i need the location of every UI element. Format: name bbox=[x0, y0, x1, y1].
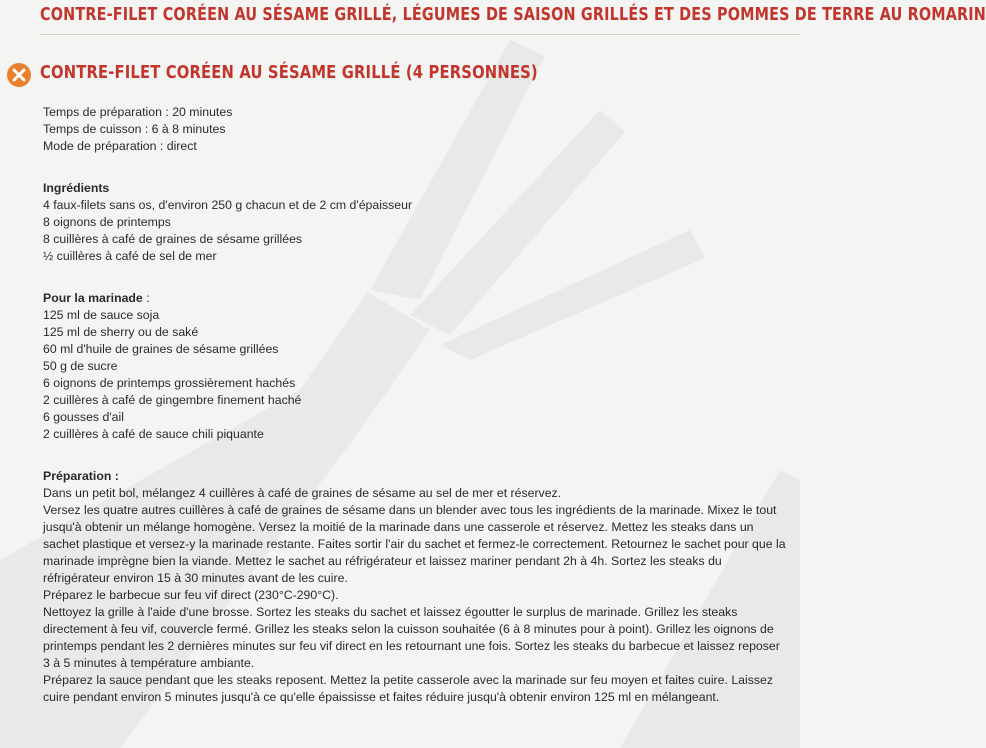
ingredients-list bbox=[43, 197, 788, 265]
preparation-step: Nettoyez la grille à l'aide d'une brosse. Sortez les steaks du sachet et laissez égoutter le surplus de marinade. Grillez les steaks directement à feu vif, couvercle fermé. Grillez les steaks selon la cuisson souhaitée (6 à 8 minutes pour à point). Grillez les oignons de printemps pendant les 2 dernières minutes sur feu vif direct en les retournant une fois. Sortez les steaks du barbecue et laissez reposer 3 à 5 minutes à température ambiante. bbox=[43, 605, 780, 670]
list-item: 125 ml de sherry ou de saké bbox=[43, 325, 199, 339]
preparation-steps bbox=[43, 485, 788, 706]
prep-time: Temps de préparation : 20 minutes bbox=[43, 105, 233, 119]
preparation-step: Dans un petit bol, mélangez 4 cuillères à café de graines de sésame au sel de mer et réservez. bbox=[43, 486, 562, 500]
preparation-step: Préparez la sauce pendant que les steaks reposent. Mettez la petite casserole avec la marinade sur feu moyen et faites cuire. Laissez cuire pendant environ 5 minutes jusqu'à ce qu'elle épaississe et faites réduire jusqu'à obtenir environ 125 ml en mélangeant. bbox=[43, 673, 774, 704]
page-title: CONTRE-FILET CORÉEN AU SÉSAME GRILLÉ, LÉGUMES DE SAISON GRILLÉS ET DES POMMES DE TERRE AU ROMARIN bbox=[40, 4, 986, 25]
preparation-heading: Préparation : bbox=[43, 469, 119, 483]
list-item: 4 faux-filets sans os, d'environ 250 g chacun et de 2 cm d'épaisseur bbox=[43, 198, 413, 212]
recipe-meta bbox=[43, 104, 788, 155]
marinade-heading: Pour la marinade bbox=[43, 291, 143, 305]
recipe-title: CONTRE-FILET CORÉEN AU SÉSAME GRILLÉ (4 PERSONNES) bbox=[40, 62, 538, 83]
list-item: 8 cuillères à café de graines de sésame grillées bbox=[43, 232, 303, 246]
preparation-step: Préparez le barbecue sur feu vif direct (230°C-290°C). bbox=[43, 588, 339, 602]
ingredients-heading: Ingrédients bbox=[43, 181, 110, 195]
list-item: 6 oignons de printemps grossièrement hachés bbox=[43, 376, 296, 390]
marinade-list bbox=[43, 307, 788, 443]
cooking-method: Mode de préparation : direct bbox=[43, 139, 197, 153]
close-x-icon bbox=[7, 63, 31, 87]
marinade-heading-line bbox=[43, 290, 788, 307]
recipe-content bbox=[43, 104, 788, 706]
list-item: 60 ml d'huile de graines de sésame grillées bbox=[43, 342, 279, 356]
title-divider bbox=[40, 34, 800, 35]
list-item: 2 cuillères à café de sauce chili piquante bbox=[43, 427, 264, 441]
list-item: 50 g de sucre bbox=[43, 359, 118, 373]
cook-time: Temps de cuisson : 6 à 8 minutes bbox=[43, 122, 226, 136]
list-item: 2 cuillères à café de gingembre finement haché bbox=[43, 393, 302, 407]
preparation-step: Versez les quatre autres cuillères à café de graines de sésame dans un blender avec tous les ingrédients de la marinade. Mixez le tout jusqu'à obtenir un mélange homogène. Versez la moitié de la marinade dans une casserole et réservez. Mettez les steaks dans un sachet plastique et versez-y la marinade restante. Faites sortir l'air du sachet et fermez-le correctement. Retournez le sachet pour que la marinade imprègne bien la viande. Mettez le sachet au réfrigérateur et laissez mariner pendant 2h à 4h. Sortez les steaks du réfrigérateur environ 15 à 30 minutes avant de les cuire. bbox=[43, 503, 786, 585]
list-item: ½ cuillères à café de sel de mer bbox=[43, 249, 217, 263]
list-item: 6 gousses d'ail bbox=[43, 410, 124, 424]
marinade-heading-colon: : bbox=[142, 291, 150, 305]
list-item: 8 oignons de printemps bbox=[43, 215, 171, 229]
list-item: 125 ml de sauce soja bbox=[43, 308, 160, 322]
